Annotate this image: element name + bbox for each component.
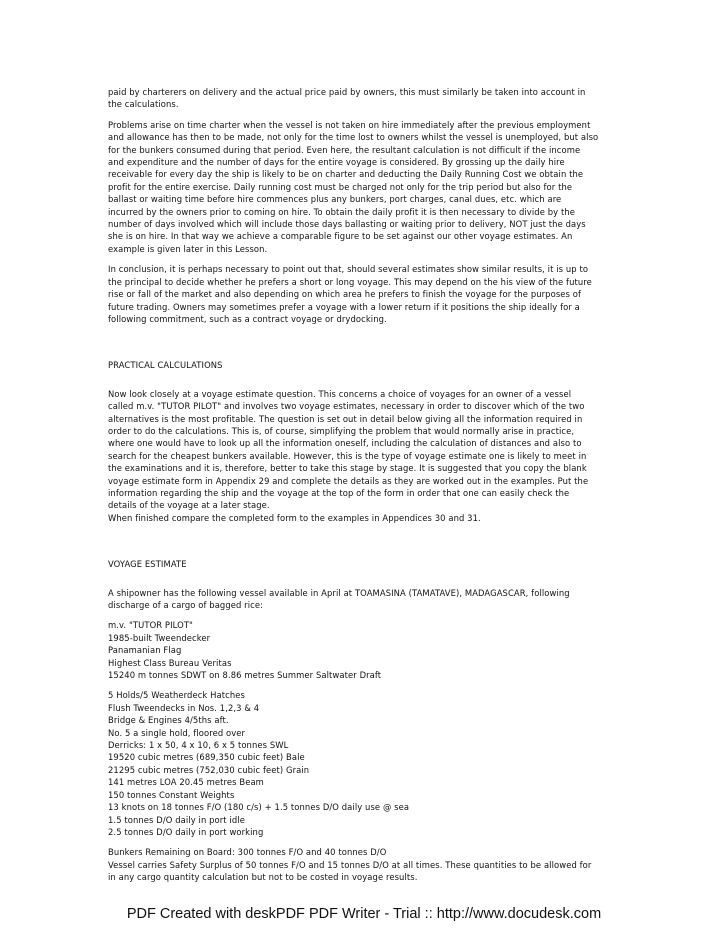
paragraph-shipowner-vessel: A shipowner has the following vessel available in April at TOAMASINA (TAMATAVE), MADAGASCAR, following discharge of a cargo of bagged rice:: [108, 587, 570, 610]
heading-voyage-estimate: VOYAGE ESTIMATE: [108, 559, 187, 570]
document-page: [108, 86, 628, 884]
spacer: [108, 111, 628, 119]
paragraph-charterers: paid by charterers on delivery and the actual price paid by owners, this must similarly be taken into account in the calculations.: [108, 87, 586, 110]
heading-practical-calculations: PRACTICAL CALCULATIONS: [108, 360, 223, 371]
paragraph-voyage-estimate-question: Now look closely at a voyage estimate question. This concerns a choice of voyages for an owner of a vessel called m.v. "TUTOR PILOT" and involves two voyage estimates, necessary in order to discover which of the two alternatives is the most profitable. The question is set out in detail below giving all the information required in order to do the calculations. This is, of course, simplifying the problem that would normally arise in practice, where one would have to look up all the information oneself, including the calculation of distances and also to search for the cheapest bunkers available. However, this is the type of voyage estimate one is likely to meet in the examinations and it is, therefore, better to take this stage by stage. It is suggested that you copy the blank voyage estimate form in Appendix 29 and complete the details as they are worked out in the examples. Put the information regarding the ship and the voyage at the top of the form in order that one can easily check the details of the voyage at a later stage. When finished compare the completed form to the examples in Appendices 30 and 31.: [108, 388, 589, 523]
spacer: [108, 579, 628, 587]
spacer: [108, 571, 628, 579]
spacer: [108, 255, 628, 263]
spacer: [108, 325, 628, 359]
spacer: [108, 524, 628, 558]
spacer: [108, 380, 628, 388]
vessel-details-block: m.v. "TUTOR PILOT" 1985-built Tweendecker Panamanian Flag Highest Class Bureau Veritas 15240 m tonnes SDWT on 8.86 metres Summer Saltwater Draft: [108, 620, 382, 681]
spacer: [108, 681, 628, 689]
pdf-creator-footer: PDF Created with deskPDF PDF Writer - Trial :: http://www.docudesk.com: [126, 906, 602, 922]
paragraph-time-charter-problems: Problems arise on time charter when the vessel is not taken on hire immediately after the previous employment and allowance has then to be made, not only for the time lost to owners whilst the vessel is unemployed, but also for the bunkers consumed during that period. Even here, the resultant calculation is not difficult if the income and expenditure and the number of days for the entire voyage is considered. By grossing up the daily hire receivable for every day the ship is likely to be on charter and deducting the Daily Running Cost we obtain the profit for the entire exercise. Daily running cost must be charged not only for the trip period but also for the ballast or waiting time before hire commences plus any bunkers, port charges, canal dues, etc. which are incurred by the owners prior to coming on hire. To obtain the daily profit it is then necessary to divide by the number of days involved which will include those days ballasting or waiting prior to delivery, NOT just the days she is on hire. In that way we achieve a comparable figure to be set against our other voyage estimates. An example is given later in this Lesson.: [108, 119, 599, 254]
spacer: [108, 838, 628, 846]
spacer: [108, 372, 628, 380]
paragraph-conclusion: In conclusion, it is perhaps necessary to point out that, should several estimates show similar results, it is up to the principal to decide whether he prefers a short or long voyage. This may depend on the his view of the future rise or fall of the market and also depending on which area he prefers to finish the voyage for the purposes of future trading. Owners may sometimes prefer a voyage with a lower return if it positions the ship ideally for a following commitment, such as a contract voyage or drydocking.: [108, 264, 592, 324]
spacer: [108, 611, 628, 619]
bunkers-block: Bunkers Remaining on Board: 300 tonnes F/O and 40 tonnes D/O Vessel carries Safety Surplus of 50 tonnes F/O and 15 tonnes D/O at all times. These quantities to be allowed for in any cargo quantity calculation but not to be costed in voyage results.: [108, 847, 592, 883]
vessel-specs-block: 5 Holds/5 Weatherdeck Hatches Flush Tweendecks in Nos. 1,2,3 & 4 Bridge & Engines 4/5ths aft. No. 5 a single hold, floored over Derricks: 1 x 50, 4 x 10, 6 x 5 tonnes SWL 19520 cubic metres (689,350 cubic feet) Bale 21295 cubic metres (752,030 cubic feet) Grain 141 metres LOA 20.45 metres Beam 150 tonnes Constant Weights 13 knots on 18 tonnes F/O (180 c/s) + 1.5 tonnes D/O daily use @ sea 1.5 tonnes D/O daily in port idle 2.5 tonnes D/O daily in port working: [108, 690, 410, 837]
